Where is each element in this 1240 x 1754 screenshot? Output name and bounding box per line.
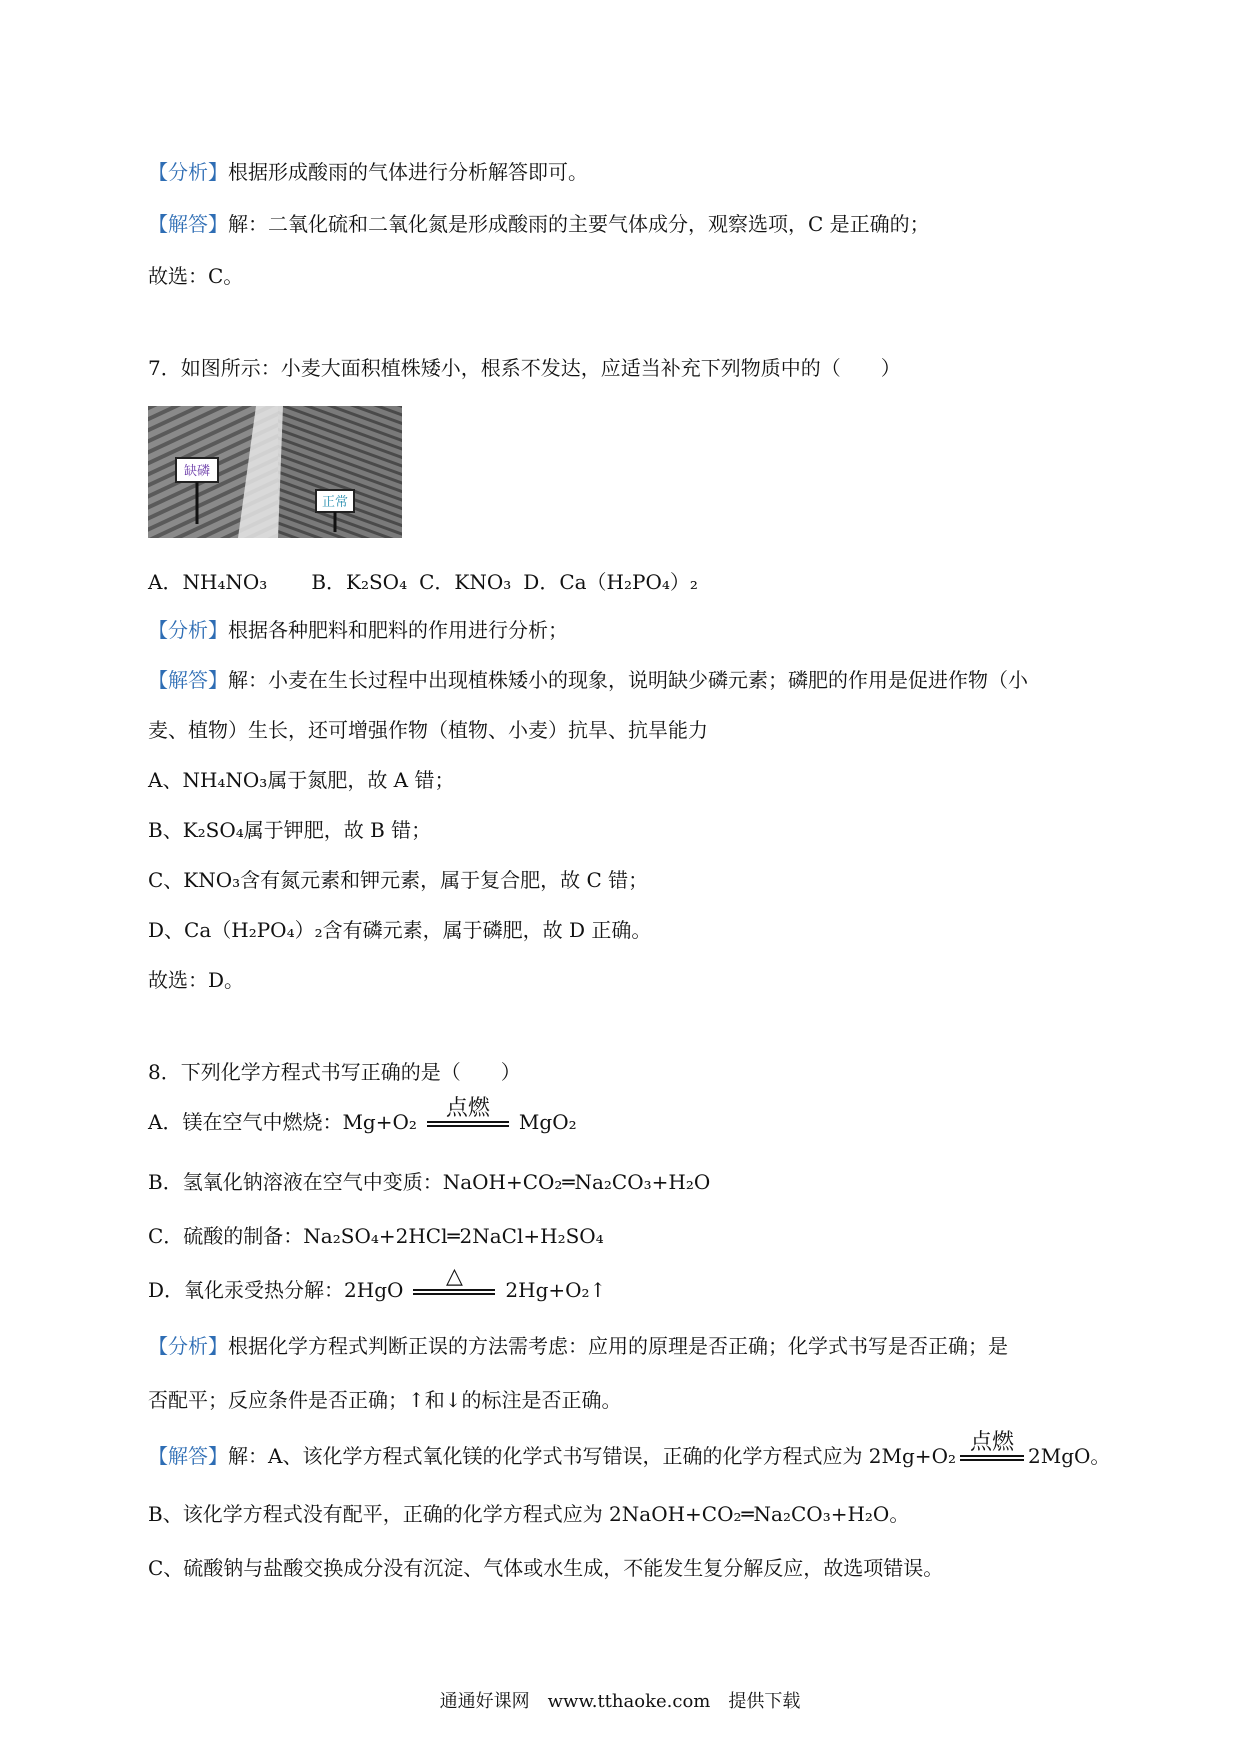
answer-continuation: 麦、植物）生长，还可增强作物（植物、小麦）抗旱、抗旱能力	[148, 718, 708, 742]
answer-tag: 【解答】	[148, 668, 228, 692]
option-c: C．KNO₃	[419, 570, 512, 594]
analysis-text: 根据各种肥料和肥料的作用进行分析；	[228, 618, 568, 642]
field-photo	[148, 406, 402, 538]
explanation-a: A、NH₄NO₃属于氮肥，故 A 错；	[148, 768, 455, 792]
option-a-text: A．镁在空气中燃烧：Mg+O₂	[148, 1110, 417, 1134]
option-d-text: D．氧化汞受热分解：2HgO	[148, 1278, 404, 1302]
analysis-text: 根据形成酸雨的气体进行分析解答即可。	[228, 160, 588, 184]
condition-label: 点燃	[969, 1429, 1014, 1455]
option-d	[148, 1263, 607, 1307]
option-a: A．NH₄NO₃	[148, 570, 268, 594]
analysis-tag: 【分析】	[148, 160, 228, 184]
condition-label: △	[445, 1263, 463, 1289]
answer-text: 解：二氧化硫和二氧化氮是形成酸雨的主要气体成分，观察选项，C 是正确的；	[228, 212, 930, 236]
reaction-condition	[413, 1265, 495, 1295]
reaction-condition	[427, 1097, 509, 1127]
answer-text: 解：小麦在生长过程中出现植株矮小的现象，说明缺少磷元素；磷肥的作用是促进作物（小	[228, 668, 1028, 692]
explanation-b: B、K₂SO₄属于钾肥，故 B 错；	[148, 818, 432, 842]
analysis-tag: 【分析】	[148, 1334, 228, 1358]
option-a-product: MgO₂	[518, 1110, 577, 1134]
answer-tag: 【解答】	[148, 212, 228, 236]
question-7-options	[148, 568, 698, 596]
analysis-line	[148, 158, 588, 186]
page-footer: 通通好课网 www.tthaoke.com 提供下载	[439, 1691, 801, 1712]
sign-left-label: 缺磷	[183, 464, 211, 479]
option-d-product: 2Hg+O₂↑	[505, 1278, 607, 1302]
condition-label: 点燃	[445, 1095, 490, 1121]
analysis-text: 根据化学方程式判断正误的方法需考虑：应用的原理是否正确；化学式书写是否正确；是	[228, 1334, 1008, 1358]
explanation-d: D、Ca（H₂PO₄）₂含有磷元素，属于磷肥，故 D 正确。	[148, 918, 652, 942]
analysis-line	[148, 616, 568, 644]
question-7-stem: 7．如图所示：小麦大面积植株矮小，根系不发达，应适当补充下列物质中的（ ）	[148, 356, 901, 380]
analysis-tag: 【分析】	[148, 618, 228, 642]
choice-line: 故选：C。	[148, 264, 244, 288]
answer-c: C、硫酸钠与盐酸交换成分没有沉淀、气体或水生成，不能发生复分解反应，故选项错误。	[148, 1556, 944, 1580]
answer-text: 解：A、该化学方程式氧化镁的化学式书写错误，正确的化学方程式应为 2Mg+O₂	[228, 1444, 956, 1468]
reaction-condition	[960, 1431, 1024, 1461]
option-b: B．氢氧化钠溶液在空气中变质：NaOH+CO₂═Na₂CO₃+H₂O	[148, 1170, 711, 1194]
option-c: C．硫酸的制备：Na₂SO₄+2HCl═2NaCl+H₂SO₄	[148, 1224, 604, 1248]
answer-product: 2MgO。	[1027, 1444, 1111, 1468]
analysis-continuation: 否配平；反应条件是否正确；↑和↓的标注是否正确。	[148, 1388, 622, 1412]
analysis-line	[148, 1332, 1008, 1360]
option-d: D．Ca（H₂PO₄）₂	[523, 570, 698, 594]
option-b: B．K₂SO₄	[311, 570, 408, 594]
answer-b: B、该化学方程式没有配平，正确的化学方程式应为 2NaOH+CO₂═Na₂CO₃+H₂O。	[148, 1502, 910, 1526]
answer-tag: 【解答】	[148, 1444, 228, 1468]
answer-line	[148, 666, 1028, 694]
answer-line	[148, 1429, 1111, 1473]
option-a	[148, 1095, 577, 1139]
sign-right-label: 正常	[321, 495, 349, 510]
choice-line: 故选：D。	[148, 968, 245, 992]
explanation-c: C、KNO₃含有氮元素和钾元素，属于复合肥，故 C 错；	[148, 868, 649, 892]
wheat-field-image	[148, 406, 402, 538]
answer-line	[148, 210, 930, 238]
question-8-stem: 8．下列化学方程式书写正确的是（ ）	[148, 1060, 521, 1084]
